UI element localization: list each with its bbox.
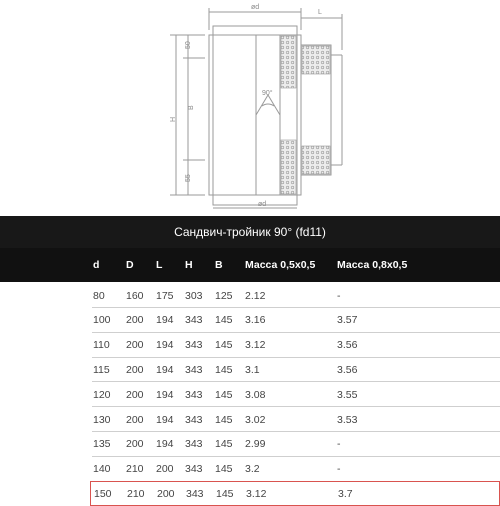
table-cell: 2.99 <box>245 438 266 451</box>
table-cell: 343 <box>185 339 203 352</box>
table-cell: 3.56 <box>337 363 358 376</box>
table-row <box>0 457 500 482</box>
table-cell: 3.55 <box>337 388 358 401</box>
table-cell: 200 <box>126 339 144 352</box>
table-cell: 2.12 <box>245 289 266 302</box>
table-cell: 125 <box>215 289 233 302</box>
table-row <box>0 432 500 457</box>
table-cell: 135 <box>93 438 111 451</box>
table-row <box>0 357 500 382</box>
table-cell: 3.53 <box>337 413 358 426</box>
dim-angle: 90° <box>262 90 273 97</box>
table-cell: 303 <box>185 289 203 302</box>
table-cell: 110 <box>93 339 110 352</box>
table-cell: 194 <box>156 413 174 426</box>
dim-left-bottom: 55 <box>185 174 192 182</box>
table-cell: 200 <box>157 487 175 500</box>
dim-left-top: 50 <box>185 41 192 49</box>
table-cell: 194 <box>156 388 174 401</box>
table-cell: 130 <box>93 413 111 426</box>
dim-bottom-diameter: ød <box>258 201 267 208</box>
table-cell: 210 <box>127 487 145 500</box>
table-cell: 145 <box>215 314 233 327</box>
table-cell: 210 <box>126 463 144 476</box>
table-cell: 343 <box>185 463 203 476</box>
table-cell: 200 <box>126 314 144 327</box>
table-cell: - <box>337 289 341 302</box>
table-cell: 200 <box>126 363 144 376</box>
table-cell: 145 <box>216 487 234 500</box>
table-cell: 3.57 <box>337 314 358 327</box>
table-cell: 145 <box>215 463 233 476</box>
table-cell: 343 <box>186 487 204 500</box>
table-cell: 140 <box>93 463 111 476</box>
table-cell: 343 <box>185 363 203 376</box>
table-cell: 3.12 <box>245 339 266 352</box>
table-cell: 3.12 <box>246 487 267 500</box>
table-cell: 80 <box>93 289 105 302</box>
table-cell: 3.02 <box>245 413 266 426</box>
table-row <box>0 283 500 308</box>
table-cell: 145 <box>215 438 233 451</box>
table-cell: 194 <box>156 438 174 451</box>
table-cell: 343 <box>185 388 203 401</box>
table-cell: 150 <box>94 487 112 500</box>
table-cell: 200 <box>126 438 144 451</box>
header-d: d <box>93 259 100 271</box>
header-B: B <box>215 259 223 271</box>
table-cell: 145 <box>215 339 233 352</box>
table-cell: 100 <box>93 314 111 327</box>
table-row <box>0 382 500 407</box>
table-cell: 3.56 <box>337 339 358 352</box>
spec-table <box>0 216 500 500</box>
table-cell: 115 <box>93 363 110 376</box>
table-cell: 3.2 <box>245 463 260 476</box>
table-row <box>0 333 500 358</box>
tee-technical-drawing <box>0 0 500 215</box>
table-cell: 200 <box>156 463 174 476</box>
table-cell: 200 <box>126 413 144 426</box>
header-mass-08: Масса 0,8х0,5 <box>337 259 408 271</box>
table-cell: 3.1 <box>245 363 260 376</box>
table-cell: 3.08 <box>245 388 266 401</box>
table-cell: 194 <box>156 314 174 327</box>
table-cell: 145 <box>215 388 233 401</box>
header-H: H <box>185 259 193 271</box>
table-cell: 200 <box>126 388 144 401</box>
dim-top-diameter: ød <box>251 4 260 11</box>
table-cell: - <box>337 438 341 451</box>
table-cell: 160 <box>126 289 144 302</box>
table-cell: 194 <box>156 339 174 352</box>
header-D: D <box>126 259 134 271</box>
dim-left-height: H <box>170 116 177 122</box>
table-cell: 145 <box>215 363 233 376</box>
table-cell: - <box>337 463 341 476</box>
table-cell: 120 <box>93 388 111 401</box>
table-cell: 145 <box>215 413 233 426</box>
table-cell: 175 <box>156 289 174 302</box>
table-cell: 3.16 <box>245 314 266 327</box>
dim-left-middle: B <box>188 105 195 110</box>
table-row <box>0 407 500 432</box>
header-L: L <box>156 259 163 271</box>
table-row <box>0 308 500 333</box>
table-title: Сандвич-тройник 90° (fd11) <box>0 216 500 248</box>
table-row <box>90 481 500 506</box>
dim-top-length: L <box>318 9 322 16</box>
table-cell: 3.7 <box>338 487 353 500</box>
table-header-row <box>0 248 500 282</box>
table-cell: 343 <box>185 314 203 327</box>
table-cell: 194 <box>156 363 174 376</box>
table-cell: 343 <box>185 438 203 451</box>
table-cell: 343 <box>185 413 203 426</box>
header-mass-05: Масса 0,5х0,5 <box>245 259 316 271</box>
